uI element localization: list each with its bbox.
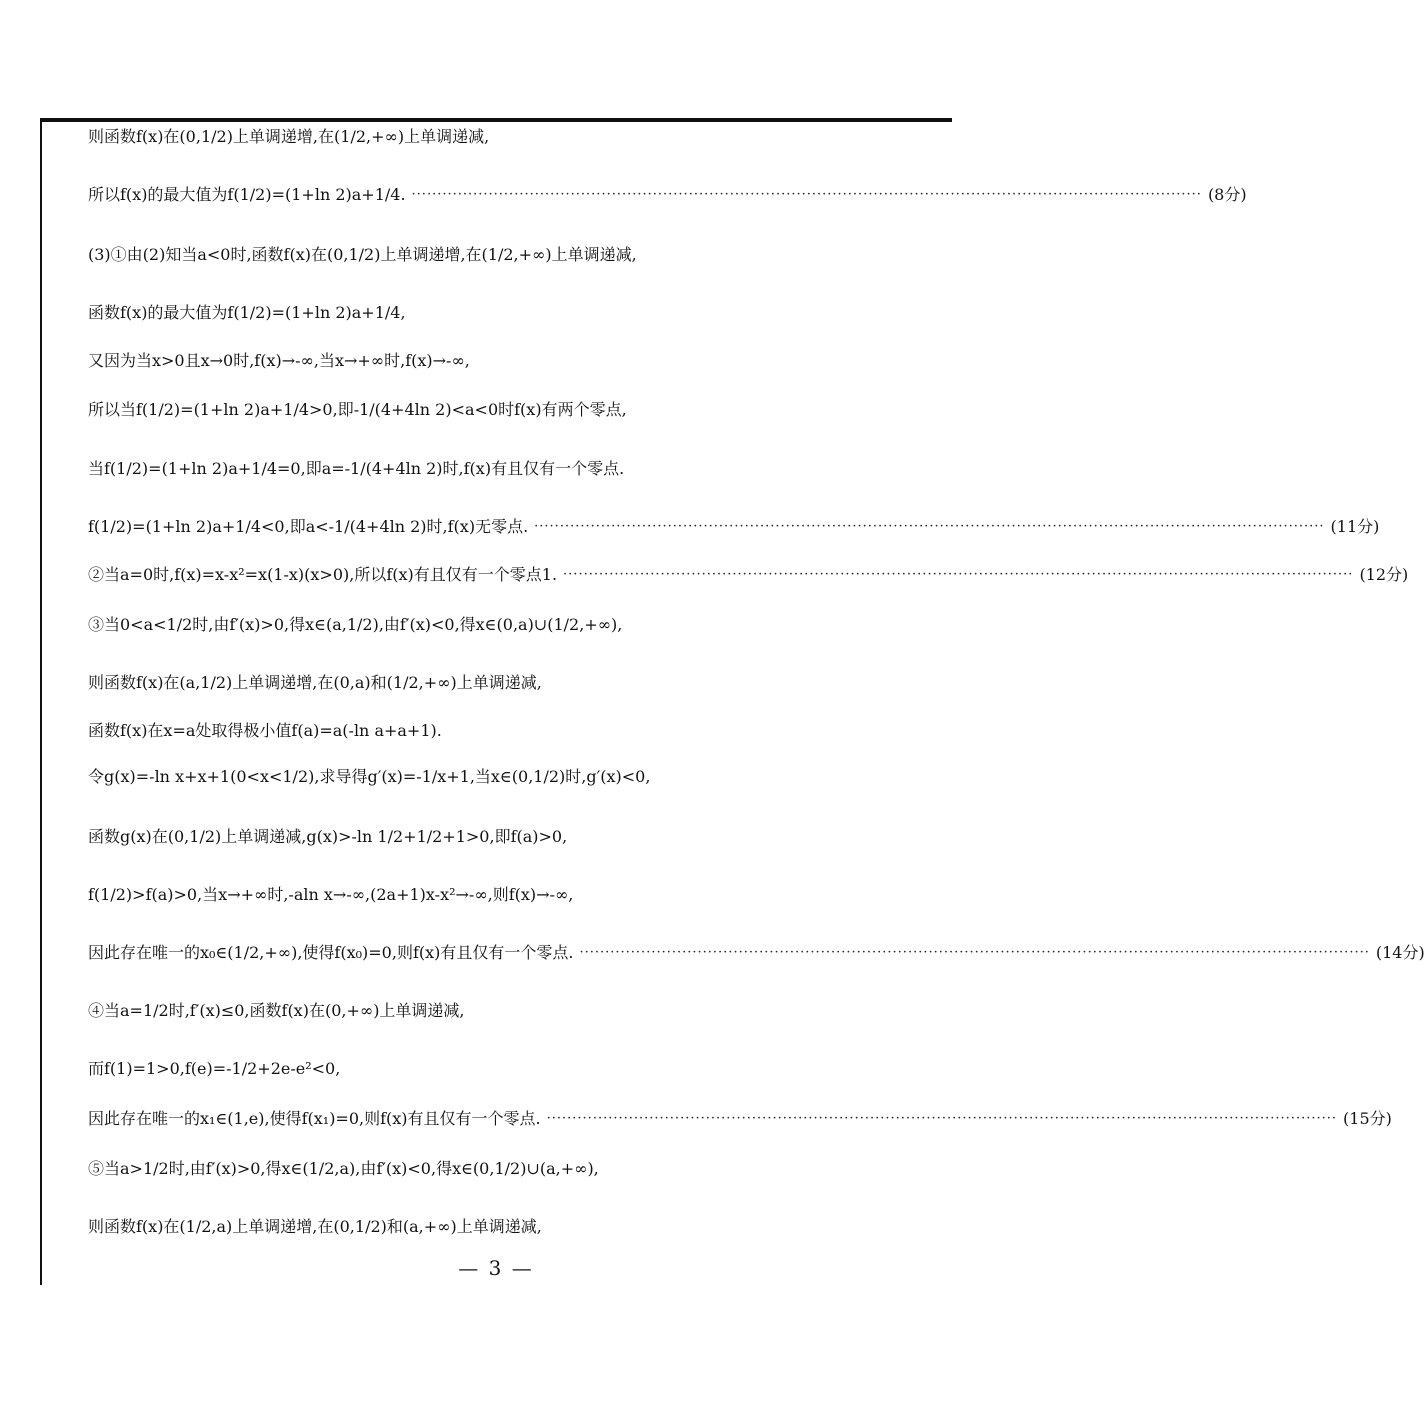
line-text: 则函数f(x)在(a,1/2)上单调递增,在(0,a)和(1/2,+∞)上单调递减, — [88, 673, 542, 692]
score-label: (12分) — [1359, 565, 1409, 584]
line-text: ⑤当a>1/2时,由f′(x)>0,得x∈(1/2,a),由f′(x)<0,得x∈(0,1/2)∪(a,+∞), — [88, 1159, 599, 1178]
score-label: (11分) — [1330, 517, 1380, 536]
solution-line — [88, 884, 934, 906]
solution-line — [88, 942, 1425, 964]
solution-line — [88, 1158, 934, 1180]
line-text: 令g(x)=-ln x+x+1(0<x<1/2),求导得g′(x)=-1/x+1,当x∈(0,1/2)时,g′(x)<0, — [88, 767, 651, 786]
line-text: 而f(1)=1>0,f(e)=-1/2+2e-e²<0, — [88, 1059, 341, 1078]
solution-line — [88, 766, 934, 788]
line-text: 所以当f(1/2)=(1+ln 2)a+1/4>0,即-1/(4+4ln 2)<a<0时f(x)有两个零点, — [88, 400, 627, 419]
leader-dots — [579, 942, 1369, 964]
score-label: (14分) — [1375, 943, 1425, 962]
line-text: 函数f(x)在x=a处取得极小值f(a)=a(-ln a+a+1). — [88, 721, 442, 740]
solution-line — [88, 244, 934, 266]
solution-line — [88, 1058, 934, 1080]
solution-line — [88, 350, 934, 372]
leader-dots — [547, 1108, 1337, 1130]
line-text: 所以f(x)的最大值为f(1/2)=(1+ln 2)a+1/4. — [88, 185, 406, 204]
score-label: (8分) — [1207, 185, 1247, 204]
line-text: 则函数f(x)在(0,1/2)上单调递增,在(1/2,+∞)上单调递减, — [88, 127, 490, 146]
line-text: ②当a=0时,f(x)=x-x²=x(1-x)(x>0),所以f(x)有且仅有一个零点1. — [88, 565, 558, 584]
left-border-rule — [40, 118, 42, 1285]
solution-line — [88, 399, 934, 421]
line-text: 因此存在唯一的x₀∈(1/2,+∞),使得f(x₀)=0,则f(x)有且仅有一个零点. — [88, 943, 574, 962]
solution-line — [88, 184, 1247, 206]
line-text: ④当a=1/2时,f′(x)≤0,函数f(x)在(0,+∞)上单调递减, — [88, 1001, 465, 1020]
score-label: (15分) — [1343, 1109, 1392, 1128]
solution-line — [88, 672, 934, 694]
line-text: 则函数f(x)在(1/2,a)上单调递增,在(0,1/2)和(a,+∞)上单调递减, — [88, 1217, 542, 1236]
line-text: f(1/2)>f(a)>0,当x→+∞时,-aln x→-∞,(2a+1)x-x²→-∞,则f(x)→-∞, — [88, 885, 574, 904]
line-text: 函数g(x)在(0,1/2)上单调递减,g(x)>-ln 1/2+1/2+1>0,即f(a)>0, — [88, 827, 568, 846]
solution-line — [88, 1000, 934, 1022]
line-text: 又因为当x>0且x→0时,f(x)→-∞,当x→+∞时,f(x)→-∞, — [88, 351, 470, 370]
line-text: ③当0<a<1/2时,由f′(x)>0,得x∈(a,1/2),由f′(x)<0,得x∈(0,a)∪(1/2,+∞), — [88, 615, 623, 634]
solution-line — [88, 826, 934, 848]
line-text: 当f(1/2)=(1+ln 2)a+1/4=0,即a=-1/(4+4ln 2)时,f(x)有且仅有一个零点. — [88, 459, 625, 478]
line-text: f(1/2)=(1+ln 2)a+1/4<0,即a<-1/(4+4ln 2)时,f(x)无零点. — [88, 517, 529, 536]
solution-line — [88, 302, 934, 324]
line-text: 函数f(x)的最大值为f(1/2)=(1+ln 2)a+1/4, — [88, 303, 406, 322]
solution-line — [88, 720, 934, 742]
top-border-rule — [40, 118, 952, 122]
solution-line — [88, 564, 1409, 586]
leader-dots — [563, 564, 1353, 586]
solution-line — [88, 614, 934, 636]
solution-line — [88, 1216, 934, 1238]
line-text: 因此存在唯一的x₁∈(1,e),使得f(x₁)=0,则f(x)有且仅有一个零点. — [88, 1109, 541, 1128]
line-text: (3)①由(2)知当a<0时,函数f(x)在(0,1/2)上单调递增,在(1/2,+∞)上单调递减, — [88, 245, 637, 264]
leader-dots — [534, 516, 1324, 538]
solution-line — [88, 458, 934, 480]
solution-line — [88, 516, 1380, 538]
solution-line — [88, 1108, 1392, 1130]
leader-dots — [412, 184, 1202, 206]
page-number: — 3 — — [458, 1256, 534, 1280]
solution-line — [88, 126, 934, 148]
